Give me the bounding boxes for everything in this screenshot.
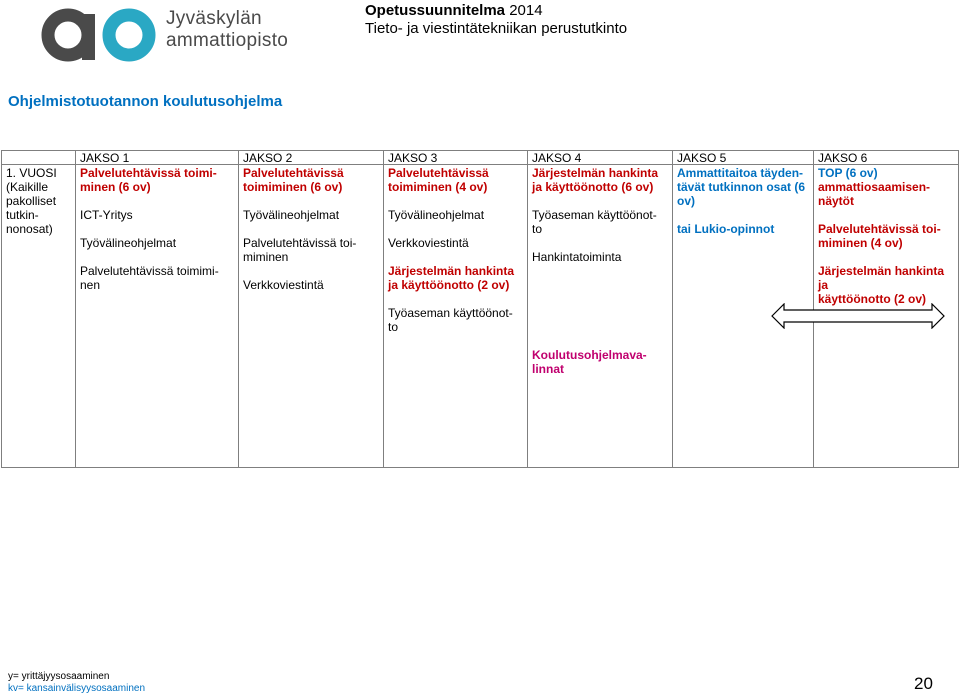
module-title: minen (6 ov) (80, 180, 151, 194)
course-item: Työvälineohjelmat (80, 236, 177, 250)
module-title: toimiminen (4 ov) (388, 180, 488, 194)
footnote-kv: kv= kansainvälisyysosaaminen (8, 683, 146, 694)
course-item: to (388, 320, 399, 334)
double-arrow-icon (771, 303, 945, 329)
module-title: näytöt (818, 194, 854, 208)
cell-jakso-2 (239, 165, 384, 468)
footnote-y: y= yrittäjyysosaaminen (8, 671, 110, 682)
curriculum-title (365, 2, 627, 20)
course-item: ICT-Yritys (80, 208, 133, 222)
module-title: Palvelutehtävissä (388, 166, 489, 180)
header-cell-jakso-2: JAKSO 2 (239, 151, 384, 165)
course-item: Työvälineohjelmat (388, 208, 485, 222)
module-title: Ammattitaitoa täyden- (677, 166, 804, 180)
row-label-line: nonosat) (6, 222, 53, 236)
course-item: Palvelutehtävissä toimimi- (80, 264, 219, 278)
course-item: Työaseman käyttöönot- (388, 306, 513, 320)
row-label-line: pakolliset (6, 194, 57, 208)
module-title: ammattiosaamisen- (818, 180, 931, 194)
header-cell-empty (2, 151, 76, 165)
course-item: Verkkoviestintä (243, 278, 324, 292)
module-title: ja käyttöönotto (2 ov) (388, 278, 510, 292)
course-item: nen (80, 278, 101, 292)
logo-wordmark (166, 8, 288, 52)
logo-line-1: Jyväskylän (166, 8, 262, 29)
specialization-title: Koulutusohjelmava- (532, 348, 647, 362)
module-title: Palvelutehtävissä toi- (818, 222, 941, 236)
curriculum-title-year: 2014 (505, 2, 543, 19)
cell-jakso-1 (76, 165, 239, 468)
module-title: TOP (6 ov) (818, 166, 878, 180)
header-cell-jakso-4: JAKSO 4 (528, 151, 673, 165)
course-item: miminen (243, 250, 289, 264)
module-title: Järjestelmän hankinta (532, 166, 659, 180)
module-title: tai Lukio-opinnot (677, 222, 775, 236)
course-item: Työaseman käyttöönot- (532, 208, 657, 222)
row-label-line: (Kaikille (6, 180, 49, 194)
section-title: Ohjelmistotuotannon koulutusohjelma (8, 93, 283, 110)
course-item: Hankintatoiminta (532, 250, 622, 264)
course-item: to (532, 222, 543, 236)
logo-line-2: ammattiopisto (166, 30, 289, 51)
module-title: Palvelutehtävissä (243, 166, 344, 180)
header-cell-jakso-5: JAKSO 5 (673, 151, 814, 165)
course-item: Palvelutehtävissä toi- (243, 236, 357, 250)
module-title: tävät tutkinnon osat (6 (677, 180, 806, 194)
cell-jakso-3 (384, 165, 528, 468)
header-cell-jakso-1: JAKSO 1 (76, 151, 239, 165)
footnotes (8, 671, 145, 695)
course-item: Työvälineohjelmat (243, 208, 340, 222)
row-label-line: 1. VUOSI (6, 166, 57, 180)
course-item: Verkkoviestintä (388, 236, 469, 250)
header-cell-jakso-6: JAKSO 6 (814, 151, 959, 165)
degree-title: Tieto- ja viestintätekniikan perustutkinto (365, 20, 628, 37)
module-title: käyttöönotto (2 ov) (818, 292, 926, 306)
cell-jakso-4 (528, 165, 673, 468)
module-title: Järjestelmän hankinta (388, 264, 515, 278)
module-title: Järjestelmän hankinta ja (818, 264, 945, 292)
module-title: Palvelutehtävissä toimi- (80, 166, 217, 180)
specialization-title: linnat (532, 362, 564, 376)
page-number: 20 (914, 674, 933, 693)
document-title (365, 2, 627, 38)
row-label-line: tutkin- (6, 208, 39, 222)
module-title: ov) (677, 194, 695, 208)
header-cell-jakso-3: JAKSO 3 (384, 151, 528, 165)
table-header-row (2, 151, 959, 165)
module-title: toimiminen (6 ov) (243, 180, 343, 194)
row-label-cell (2, 165, 76, 468)
curriculum-title-bold: Opetussuunnitelma (365, 2, 506, 19)
module-title: miminen (4 ov) (818, 236, 903, 250)
module-title: ja käyttöönotto (6 ov) (532, 180, 654, 194)
